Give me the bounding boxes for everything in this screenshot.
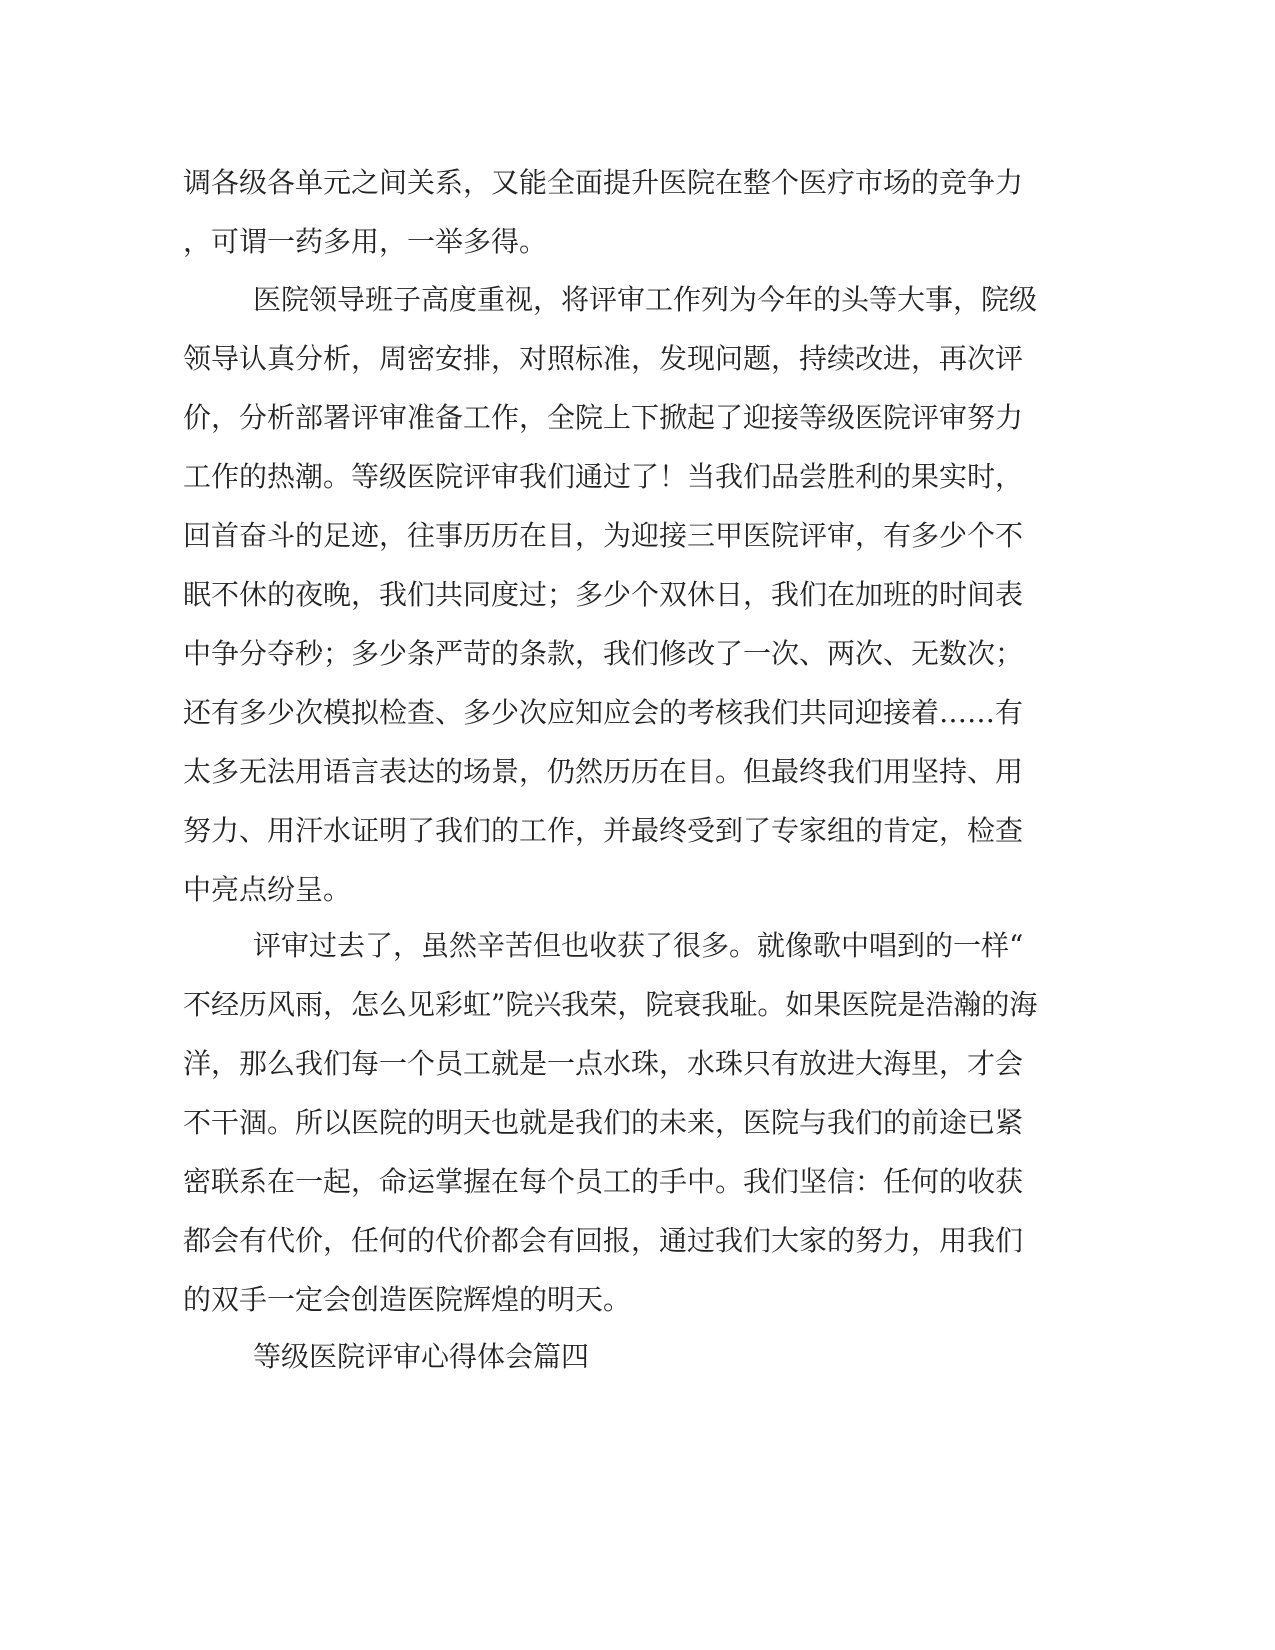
paragraph-2-line: 中争分夺秒；多少条严苛的条款，我们修改了一次、两次、无数次； [183,637,1024,670]
paragraph-2-line: 还有多少次模拟检查、多少次应知应会的考核我们共同迎接着……有 [183,696,1024,729]
paragraph-3-line: 洋，那么我们每一个员工就是一点水珠，水珠只有放进大海里，才会 [183,1047,1024,1080]
paragraph-3-line: 评审过去了，虽然辛苦但也收获了很多。就像歌中唱到的一样“ [253,929,1024,962]
paragraph-3-line: 密联系在一起，命运掌握在每个员工的手中。我们坚信：任何的收获 [183,1165,1024,1198]
paragraph-2-line: 价，分析部署评审准备工作，全院上下掀起了迎接等级医院评审努力 [183,401,1024,434]
paragraph-3-line: 的双手一定会创造医院辉煌的明天。 [183,1283,632,1316]
paragraph-3-line: 不经历风雨，怎么见彩虹”院兴我荣，院衰我耻。如果医院是浩瀚的海 [183,988,1038,1021]
paragraph-2-line: 回首奋斗的足迹，往事历历在目，为迎接三甲医院评审，有多少个不 [183,519,1024,552]
paragraph-3-line: 不干涸。所以医院的明天也就是我们的未来，医院与我们的前途已紧 [183,1106,1024,1139]
paragraph-2-line: 眠不休的夜晚，我们共同度过；多少个双休日，我们在加班的时间表 [183,578,1024,611]
section-heading: 等级医院评审心得体会篇四 [253,1340,590,1373]
paragraph-3 [183,916,1043,1329]
paragraph-2-line: 工作的热潮。等级医院评审我们通过了！当我们品尝胜利的果实时， [183,460,1024,493]
paragraph-1-line: ，可谓一药多用，一举多得。 [183,225,548,258]
paragraph-2-line: 努力、用汗水证明了我们的工作，并最终受到了专家组的肯定，检查 [183,814,1024,847]
paragraph-3-line: 都会有代价，任何的代价都会有回报，通过我们大家的努力，用我们 [183,1224,1024,1257]
paragraph-2-line: 医院领导班子高度重视，将评审工作列为今年的头等大事，院级 [253,283,1038,316]
paragraph-1 [183,153,1043,271]
paragraph-2-line: 中亮点纷呈。 [183,873,352,906]
paragraph-2 [183,270,1043,919]
paragraph-2-line: 领导认真分析，周密安排，对照标准，发现问题，持续改进，再次评 [183,342,1024,375]
paragraph-1-line: 调各级各单元之间关系，又能全面提升医院在整个医疗市场的竞争力 [183,166,1024,199]
paragraph-2-line: 太多无法用语言表达的场景，仍然历历在目。但最终我们用坚持、用 [183,755,1024,788]
